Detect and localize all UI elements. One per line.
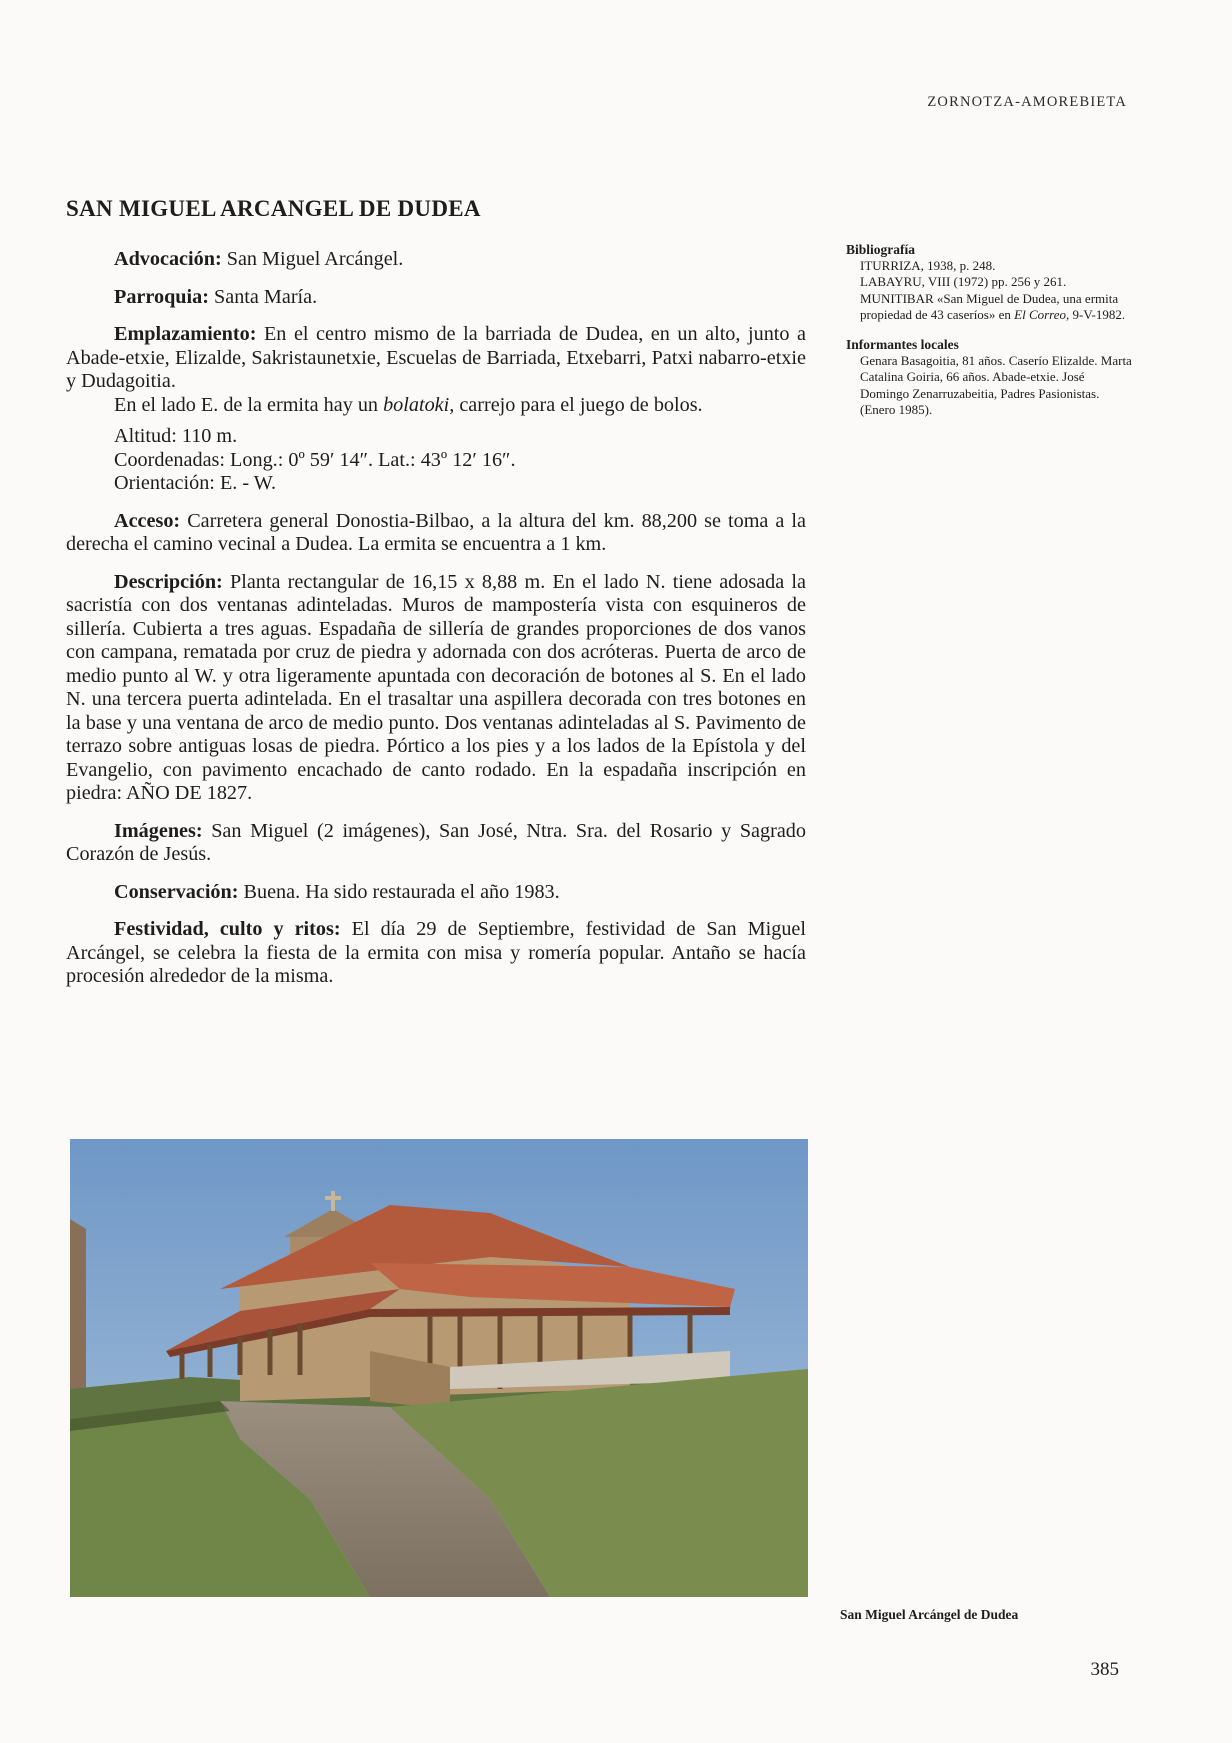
acceso-label: Acceso: bbox=[114, 509, 181, 532]
bibliografia-list bbox=[846, 258, 1136, 323]
bib-entry: ITURRIZA, 1938, p. 248. bbox=[860, 258, 996, 274]
advocacion-label: Advocación: bbox=[114, 248, 222, 270]
emplazamiento-extra-tail: carrejo para el juego de bolos. bbox=[459, 393, 703, 416]
conservacion-paragraph bbox=[66, 881, 806, 905]
bibliografia-heading: Bibliografía bbox=[846, 242, 916, 257]
informantes-list bbox=[846, 353, 1136, 418]
orientacion: Orientación: E. - W. bbox=[114, 472, 277, 494]
left-building bbox=[70, 1219, 86, 1399]
altitud: Altitud: 110 m. bbox=[114, 425, 238, 447]
coordenadas: Coordenadas: Long.: 0º 59′ 14″. Lat.: 43º 12′ 16″. bbox=[114, 448, 516, 471]
informantes-text: Genara Basagoitia, 81 años. Caserío Elizalde. Marta Catalina Goiria, 66 años. Abade-etxie. José Domingo Zenarruzabeitia, Padres Pasionistas. (Enero 1985). bbox=[860, 353, 1132, 417]
festividad-label: Festividad, culto y ritos: bbox=[114, 918, 341, 940]
festividad-text: El día 29 de Septiembre, festividad de San Miguel Arcángel, se celebra la fiesta de la ermita con misa y romería popular. Antaño se hacía procesión alrededor de la misma. bbox=[66, 918, 806, 987]
parroquia-text: Santa María. bbox=[214, 285, 318, 308]
hermitage-photo bbox=[70, 1139, 808, 1597]
imagenes-paragraph bbox=[66, 820, 806, 867]
imagenes-text: San Miguel (2 imágenes), San José, Ntra. Sra. del Rosario y Sagrado Corazón de Jesús. bbox=[66, 819, 806, 865]
bolatoki-term: bolatoki, bbox=[383, 393, 455, 416]
sidebar bbox=[846, 242, 1136, 432]
page-number: 385 bbox=[1090, 1659, 1119, 1680]
emplazamiento-extra bbox=[66, 394, 806, 418]
informantes-heading: Informantes locales bbox=[846, 337, 959, 353]
page-title: SAN MIGUEL ARCANGEL DE DUDEA bbox=[66, 196, 481, 221]
acceso-paragraph bbox=[66, 510, 806, 557]
running-head: ZORNOTZA-AMOREBIETA bbox=[927, 94, 1127, 110]
photo-caption: San Miguel Arcángel de Dudea bbox=[840, 1607, 1019, 1622]
emplazamiento-extra-text: En el lado E. de la ermita hay un bbox=[114, 393, 379, 416]
advocacion-text: San Miguel Arcángel. bbox=[226, 248, 404, 270]
bib-entry-source: El Correo, bbox=[1014, 306, 1070, 322]
parroquia-paragraph bbox=[66, 286, 806, 310]
advocacion-paragraph bbox=[66, 248, 806, 272]
parroquia-label: Parroquia: bbox=[114, 285, 209, 308]
descripcion-paragraph bbox=[66, 571, 806, 806]
main-text bbox=[66, 248, 806, 1003]
location-data bbox=[66, 425, 806, 496]
conservacion-text: Buena. Ha sido restaurada el año 1983. bbox=[243, 880, 560, 903]
bib-entry bbox=[860, 291, 1136, 323]
emplazamiento-label: Emplazamiento: bbox=[114, 323, 257, 345]
bib-entry-date: 9-V-1982. bbox=[1072, 306, 1126, 322]
conservacion-label: Conservación: bbox=[114, 880, 239, 903]
emplazamiento-paragraph bbox=[66, 323, 806, 394]
descripcion-label: Descripción: bbox=[114, 570, 223, 593]
bib-entry-text: MUNITIBAR «San Miguel de Dudea, una ermita propiedad de 43 caseríos» en bbox=[860, 290, 1119, 322]
festividad-paragraph bbox=[66, 918, 806, 989]
bib-entry: LABAYRU, VIII (1972) pp. 256 y 261. bbox=[860, 274, 1067, 290]
emplazamiento-text: En el centro mismo de la barriada de Dudea, en un alto, junto a Abade-etxie, Elizalde, Sakristaunetxie, Escuelas de Barriada, Etxebarri, Patxi nabarro-etxie y Dudagoitia. bbox=[66, 323, 806, 392]
acceso-text: Carretera general Donostia-Bilbao, a la altura del km. 88,200 se toma a la derecha el camino vecinal a Dudea. La ermita se encuentra a 1 km. bbox=[66, 509, 806, 555]
descripcion-text: Planta rectangular de 16,15 x 8,88 m. En el lado N. tiene adosada la sacristía con dos ventanas adinteladas. Muros de mampostería vista con esquineros de sillería. Cubierta a tres aguas. Espadaña de sillería de grandes proporciones de dos vanos con campana, rematada por cruz de piedra y adornada con dos acróteras. Puerta de arco de medio punto al W. y otra ligeramente apuntada con decoración de botones al S. En el lado N. una tercera puerta adintelada. En el trasaltar una aspillera decorada con tres botones en la base y una ventana de arco de medio punto. Dos ventanas adinteladas al S. Pavimento de terrazo sobre antiguas losas de piedra. Pórtico a los pies y a los lados de la Epístola y del Evangelio, con pavimento encachado de canto rodado. En la espadaña inscripción en piedra: AÑO DE 1827. bbox=[66, 570, 807, 804]
imagenes-label: Imágenes: bbox=[114, 819, 203, 842]
